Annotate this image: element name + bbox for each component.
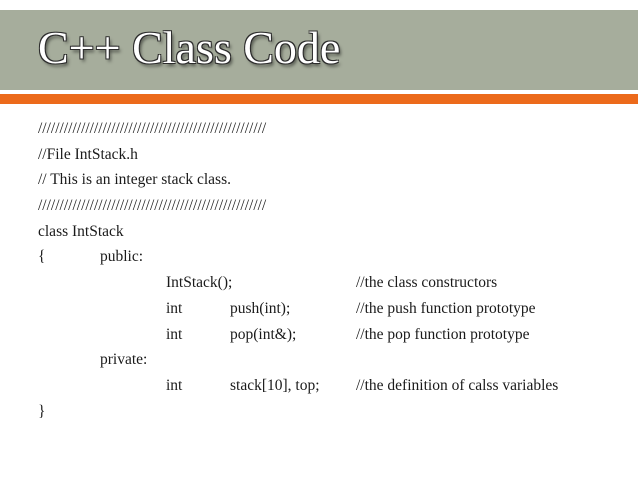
- code-line: [38, 244, 144, 270]
- code-text: {: [38, 248, 46, 266]
- code-text: /////////////////////////////////////////////////////: [38, 120, 267, 137]
- slide-title: C++ Class Code: [38, 22, 341, 73]
- code-text: public:: [100, 248, 144, 266]
- code-line: [38, 167, 231, 193]
- code-text: int: [166, 299, 183, 317]
- code-comment: //the pop function prototype: [356, 325, 530, 343]
- code-line: [38, 193, 267, 219]
- code-text: pop(int&);: [230, 325, 297, 343]
- code-line: [38, 399, 54, 425]
- code-line: [38, 296, 536, 322]
- code-line: [38, 373, 559, 399]
- accent-bar: [0, 94, 638, 104]
- code-comment: //the definition of calss variables: [356, 376, 559, 394]
- code-line: [38, 142, 138, 168]
- code-line: [38, 270, 498, 296]
- code-listing: [38, 116, 559, 424]
- code-line: [38, 219, 124, 245]
- code-text: class IntStack: [38, 222, 124, 240]
- code-line: [38, 347, 148, 373]
- code-text: /////////////////////////////////////////////////////: [38, 197, 267, 215]
- code-line: [38, 116, 267, 142]
- code-text: // This is an integer stack class.: [38, 171, 231, 189]
- code-text: }: [38, 402, 46, 420]
- code-text: int: [166, 325, 183, 343]
- code-text: push(int);: [230, 299, 291, 317]
- code-text: IntStack();: [166, 274, 233, 292]
- code-text: //File IntStack.h: [38, 145, 138, 163]
- code-text: int: [166, 376, 183, 394]
- code-comment: //the push function prototype: [356, 299, 536, 317]
- code-text: private:: [100, 351, 148, 369]
- code-text: stack[10], top;: [230, 376, 320, 394]
- code-line: [38, 322, 530, 348]
- code-comment: //the class constructors: [356, 274, 498, 292]
